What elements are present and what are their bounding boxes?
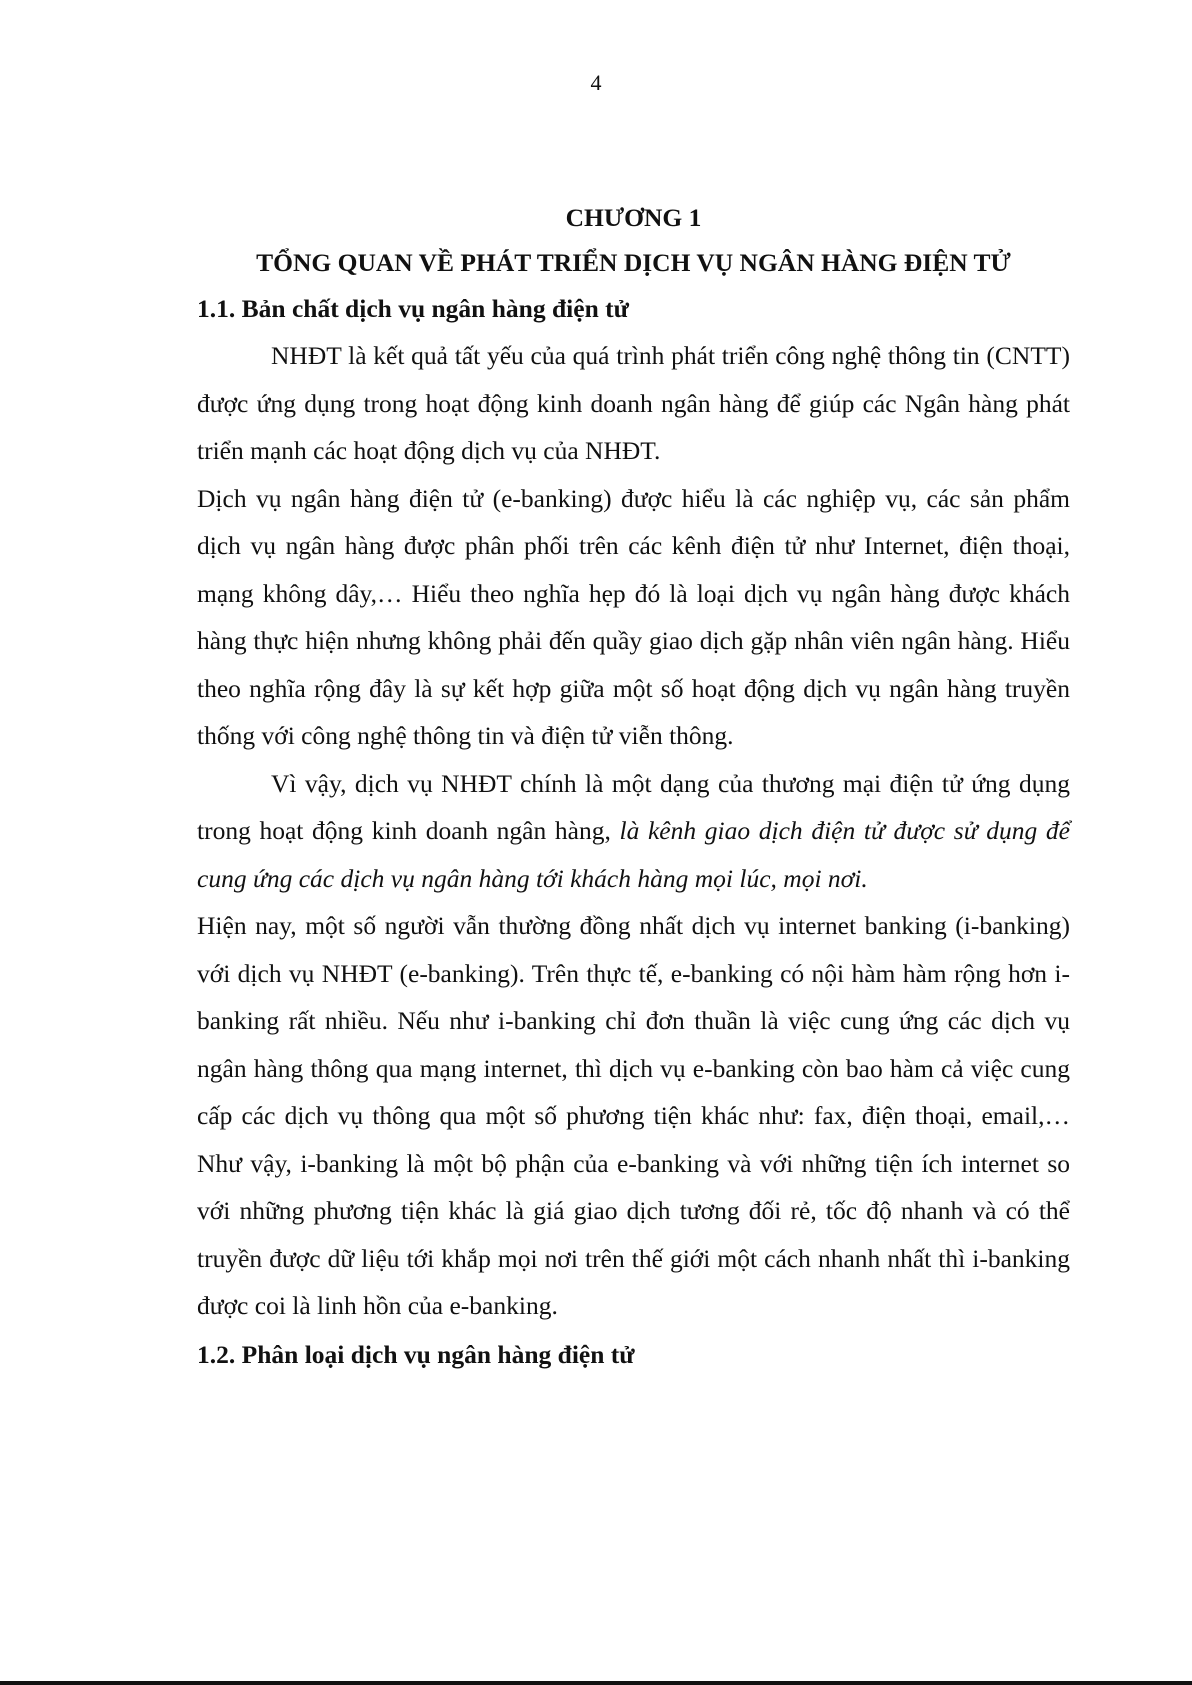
paragraph-3 (197, 760, 1070, 903)
bottom-edge-rule (0, 1681, 1192, 1685)
section-heading-1-2: 1.2. Phân loại dịch vụ ngân hàng điện tử (197, 1339, 635, 1369)
paragraph-4: Hiện nay, một số người vẫn thường đồng nhất dịch vụ internet banking (i-banking) với dịch vụ NHĐT (e-banking). Trên thực tế, e-banking có nội hàm hàm rộng hơn i-banking rất nhiều. Nếu như i-banking chỉ đơn thuần là việc cung ứng các dịch vụ ngân hàng thông qua mạng internet, thì dịch vụ e-banking còn bao hàm cả việc cung cấp các dịch vụ thông qua một số phương tiện khác như: fax, điện thoại, email,… Như vậy, i-banking là một bộ phận của e-banking và với những tiện ích internet so với những phương tiện khác là giá giao dịch tương đối rẻ, tốc độ nhanh và có thể truyền được dữ liệu tới khắp mọi nơi trên thế giới một cách nhanh nhất thì i-banking được coi là linh hồn của e-banking. (197, 911, 1070, 1320)
page-number: 4 (590, 70, 602, 95)
chapter-label: CHƯƠNG 1 (565, 203, 702, 232)
paragraph-1: NHĐT là kết quả tất yếu của quá trình phát triển công nghệ thông tin (CNTT) được ứng dụng trong hoạt động kinh doanh ngân hàng để giúp các Ngân hàng phát triển mạnh các hoạt động dịch vụ của NHĐT. (197, 341, 1070, 465)
paragraph-3-text: Vì vậy, dịch vụ NHĐT chính là một dạng của thương mại điện tử ứng dụng trong hoạt động kinh doanh ngân hàng, (197, 768, 1070, 845)
page-content (197, 196, 1070, 1378)
paragraph-3-italic-text: là kênh giao dịch điện tử được sử dụng để cung ứng các dịch vụ ngân hàng tới khách hàng mọi lúc, mọi nơi. (197, 816, 1070, 893)
section-heading-1-1: 1.1. Bản chất dịch vụ ngân hàng điện tử (197, 294, 629, 323)
paragraph-2: Dịch vụ ngân hàng điện tử (e-banking) được hiểu là các nghiệp vụ, các sản phẩm dịch vụ ngân hàng được phân phối trên các kênh điện tử như Internet, điện thoại, mạng không dây,… Hiểu theo nghĩa hẹp đó là loại dịch vụ ngân hàng được khách hàng thực hiện nhưng không phải đến quầy giao dịch gặp nhân viên ngân hàng. Hiểu theo nghĩa rộng đây là sự kết hợp giữa một số hoạt động dịch vụ ngân hàng truyền thống với công nghệ thông tin và điện tử viễn thông. (197, 483, 1070, 750)
chapter-title: TỔNG QUAN VỀ PHÁT TRIỂN DỊCH VỤ NGÂN HÀNG ĐIỆN TỬ (256, 248, 1011, 277)
